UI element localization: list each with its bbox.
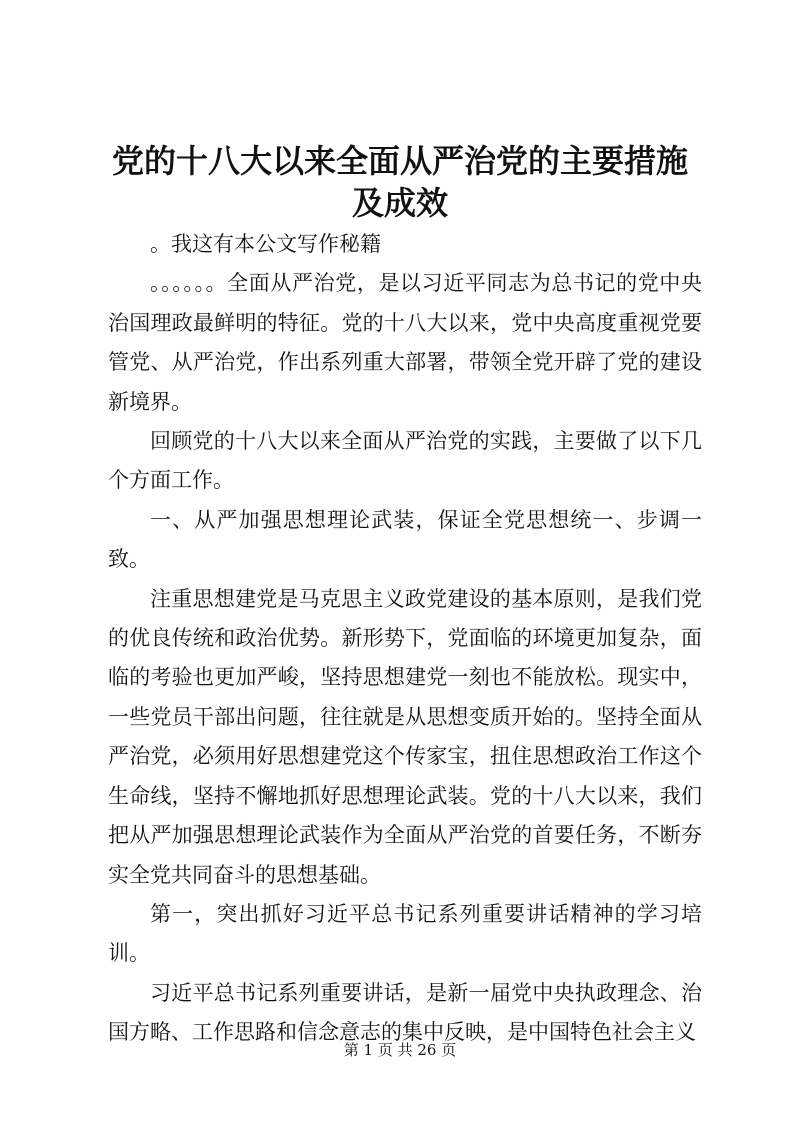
subsection-heading-1: 第一，突出抓好习近平总书记系列重要讲话精神的学习培训。 <box>108 901 702 966</box>
paragraph-4: 注重思想建党是马克思主义政党建设的基本原则，是我们党的优良传统和政治优势。新形势下，党面临的环境更加复杂，面临的考验也更加严峻，坚持思想建党一刻也不能放松。现实中，一些党员干部出问题，往往就是从思想变质开始的。坚持全面从严治党，必须用好思想建党这个传家宝，扭住思想政治工作这个生命线，坚持不懈地抓好思想理论武装。党的十八大以来，我们把从严加强思想理论武装作为全面从严治党的首要任务，不断夯实全党共同奋斗的思想基础。 <box>108 586 702 887</box>
paragraph-5: 习近平总书记系列重要讲话，是新一届党中央执政理念、治国方略、工作思路和信念意志的集中反映，是中国特色社会主义 <box>108 980 702 1045</box>
page-number-label: 第 1 页 共 26 页 <box>343 1041 457 1059</box>
document-title: 党的十八大以来全面从严治党的主要措施及成效 <box>111 142 688 222</box>
paragraph-3: 回顾党的十八大以来全面从严治党的实践，主要做了以下几个方面工作。 <box>108 429 702 493</box>
page-footer <box>0 1040 800 1060</box>
paragraph-1: 。我这有本公文写作秘籍 <box>150 232 381 256</box>
document-body <box>108 225 702 1053</box>
section-heading-1: 一、从严加强思想理论武装，保证全党思想统一、步调一致。 <box>108 507 702 572</box>
paragraph-2: 。。。。。。全面从严治党，是以习近平同志为总书记的党中央治国理政最鲜明的特征。党的十八大以来，党中央高度重视党要管党、从严治党，作出系列重大部署，带领全党开辟了党的建设新境界。 <box>108 271 702 414</box>
